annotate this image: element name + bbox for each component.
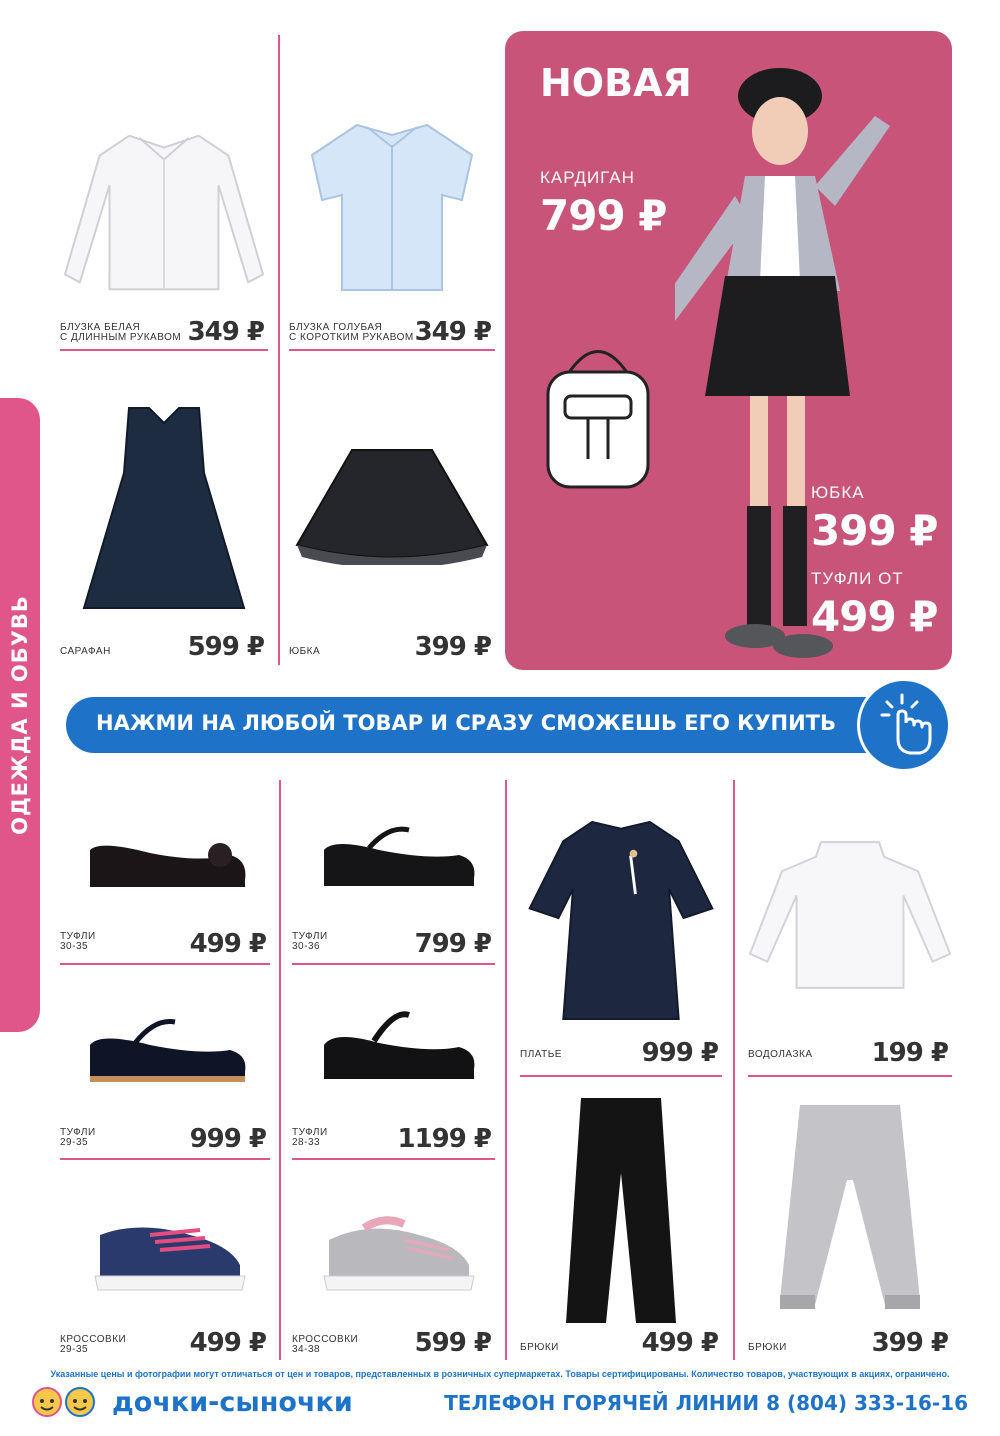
product-card[interactable]	[292, 1175, 495, 1360]
product-name: ТУФЛИ	[292, 1127, 328, 1138]
grid-divider	[505, 780, 507, 1360]
product-price: 399 ₽	[414, 632, 491, 662]
card-underline	[520, 1075, 722, 1077]
product-card[interactable]	[60, 785, 270, 965]
product-size: 30-35	[60, 941, 89, 952]
product-name: ЮБКА	[289, 646, 321, 657]
category-tab[interactable]	[0, 398, 40, 1032]
grid-divider	[279, 780, 281, 1360]
turtleneck-icon	[748, 835, 952, 995]
product-price: 499 ₽	[189, 929, 266, 959]
grid-divider	[733, 780, 735, 1360]
promo-shoes-label: ТУФЛИ ОТ	[811, 569, 904, 588]
promo-cardigan-price: 799 ₽	[540, 191, 667, 240]
product-price: 799 ₽	[414, 929, 491, 959]
product-name: ТУФЛИ	[292, 931, 328, 942]
product-card[interactable]	[60, 365, 268, 665]
product-name: ТУФЛИ	[60, 931, 96, 942]
hotline-phone[interactable]: ТЕЛЕФОН ГОРЯЧЕЙ ЛИНИИ 8 (804) 333-16-16	[444, 1391, 968, 1415]
product-card[interactable]	[60, 1175, 270, 1360]
brand-logo[interactable]	[30, 1385, 353, 1419]
product-card[interactable]	[289, 365, 495, 665]
shoe-icon	[80, 1010, 250, 1090]
product-name: БРЮКИ	[520, 1342, 559, 1353]
model-girl-image	[675, 46, 945, 666]
product-price: 999 ₽	[641, 1038, 718, 1068]
product-card[interactable]	[292, 980, 495, 1160]
product-card[interactable]	[60, 35, 268, 351]
product-name: ПЛАТЬЕ	[520, 1049, 562, 1060]
product-name: ВОДОЛАЗКА	[748, 1049, 813, 1060]
shoe-icon	[80, 825, 250, 895]
product-name: БЛУЗКА БЕЛАЯ	[60, 322, 141, 333]
product-size: 34-38	[292, 1344, 321, 1355]
product-card[interactable]	[60, 980, 270, 1160]
product-image	[289, 90, 495, 320]
product-price: 499 ₽	[641, 1328, 718, 1358]
product-name: БРЮКИ	[748, 1342, 787, 1353]
backpack-icon	[533, 334, 663, 494]
shoe-icon	[309, 1005, 479, 1090]
product-size: 28-33	[292, 1137, 321, 1148]
product-price: 499 ₽	[189, 1328, 266, 1358]
product-price: 349 ₽	[414, 317, 491, 347]
card-underline	[748, 1075, 952, 1077]
product-image	[748, 825, 952, 1005]
product-card[interactable]	[520, 1090, 722, 1360]
product-image	[292, 1205, 495, 1305]
promo-block[interactable]	[505, 31, 952, 670]
sneaker-icon	[309, 1210, 479, 1300]
product-size: 29-35	[60, 1137, 89, 1148]
product-name: ТУФЛИ	[60, 1127, 96, 1138]
product-image	[289, 435, 495, 575]
grid-divider	[278, 35, 280, 665]
product-price: 399 ₽	[871, 1328, 948, 1358]
dress-icon	[520, 813, 722, 1028]
promo-skirt-label: ЮБКА	[811, 483, 865, 502]
skirt-icon	[292, 445, 492, 565]
blouse-white-icon	[60, 125, 268, 295]
product-size: 30-36	[292, 941, 321, 952]
card-underline	[60, 963, 270, 965]
product-price: 1199 ₽	[397, 1124, 491, 1154]
promo-title: НОВАЯ	[540, 61, 692, 105]
buy-banner[interactable]	[66, 697, 946, 753]
product-name: КРОССОВКИ	[60, 1334, 127, 1345]
product-image	[60, 1005, 270, 1095]
product-image	[60, 1205, 270, 1305]
shoe-icon	[309, 820, 479, 895]
product-price: 999 ₽	[189, 1124, 266, 1154]
tap-hand-icon[interactable]	[857, 678, 951, 772]
promo-cardigan-label: КАРДИГАН	[540, 168, 635, 187]
product-card[interactable]	[748, 790, 952, 1077]
card-underline	[292, 1158, 495, 1160]
product-image	[292, 815, 495, 900]
product-image	[520, 1090, 722, 1330]
kids-faces-icon	[30, 1386, 100, 1418]
product-image	[748, 1100, 952, 1315]
product-name: БЛУЗКА ГОЛУБАЯ	[289, 322, 383, 333]
product-size: С ДЛИННЫМ РУКАВОМ	[60, 332, 182, 343]
product-image	[292, 1000, 495, 1095]
product-image	[60, 95, 268, 325]
product-price: 599 ₽	[187, 632, 264, 662]
blouse-blue-icon	[292, 115, 492, 295]
product-size: 29-35	[60, 1344, 89, 1355]
product-price: 599 ₽	[414, 1328, 491, 1358]
product-name: КРОССОВКИ	[292, 1334, 359, 1345]
trousers-icon	[775, 1100, 925, 1315]
brand-name: дочки-сыночки	[112, 1386, 353, 1418]
product-card[interactable]	[520, 790, 722, 1077]
product-image	[520, 810, 722, 1030]
banner-text: НАЖМИ НА ЛЮБОЙ ТОВАР И СРАЗУ СМОЖЕШЬ ЕГО КУПИТЬ	[96, 711, 836, 735]
category-tab-label: ОДЕЖДА И ОБУВЬ	[8, 595, 32, 835]
card-underline	[292, 963, 495, 965]
promo-shoes-price: 499 ₽	[811, 592, 938, 641]
product-image	[60, 820, 270, 900]
card-underline	[60, 1158, 270, 1160]
trousers-icon	[561, 1093, 681, 1328]
product-card[interactable]	[292, 785, 495, 965]
product-name: САРАФАН	[60, 646, 111, 657]
disclaimer-text: Указанные цены и фотографии могут отличаться от цен и товаров, представленных в розничных супермаркетах. Товары сертифицированы. Количество товаров, участвующих в акциях, ограничено.	[50, 1369, 950, 1379]
card-underline	[60, 349, 268, 351]
product-card[interactable]	[289, 35, 495, 351]
product-price: 199 ₽	[871, 1038, 948, 1068]
promo-skirt-price: 399 ₽	[811, 506, 938, 555]
product-image	[60, 390, 268, 625]
product-price: 349 ₽	[187, 317, 264, 347]
sneaker-icon	[80, 1210, 250, 1300]
product-card[interactable]	[748, 1090, 952, 1360]
product-size: С КОРОТКИМ РУКАВОМ	[289, 332, 414, 343]
card-underline	[289, 349, 495, 351]
sarafan-icon	[74, 403, 254, 613]
